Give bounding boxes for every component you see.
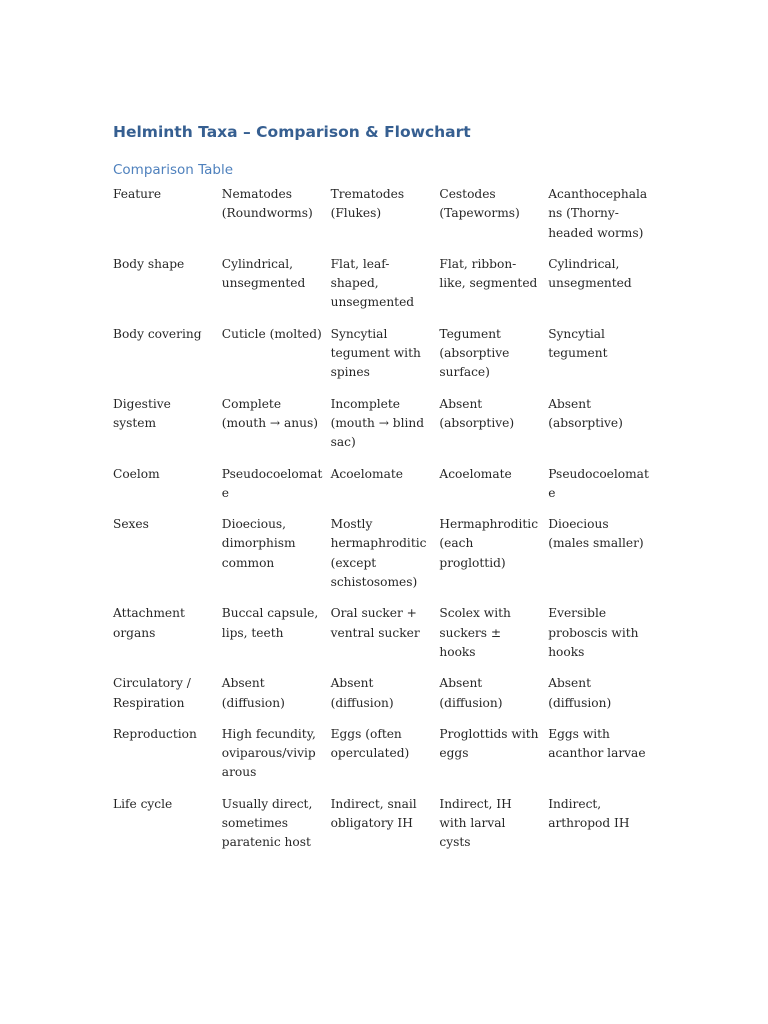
document-title: Helminth Taxa – Comparison & Flowchart (113, 123, 471, 141)
column-header-acanthocephalans: Acanthocephalans (Thorny-headed worms) (548, 187, 648, 240)
table-cell: Oral sucker + ventral sucker (330, 606, 420, 640)
table-cell: Hermaphroditic (each proglottid) (439, 517, 539, 570)
row-label: Body shape (113, 256, 185, 271)
table-cell: Absent (diffusion) (439, 676, 503, 710)
table-row (109, 674, 653, 725)
table-cell: Eggs with acanthor larvae (548, 726, 646, 761)
table-cell: Proglottids with eggs (439, 726, 539, 761)
table-cell: Indirect, IH with larval cysts (439, 796, 512, 850)
table-cell: Eggs (often operculated) (330, 726, 410, 761)
table-cell: Flat, leaf-shaped, unsegmented (330, 256, 415, 310)
table-cell: Acoelomate (330, 466, 403, 481)
table-cell: Mostly hermaphroditic (except schistosomes) (330, 517, 427, 590)
table-row (109, 725, 653, 795)
table-row (109, 395, 653, 465)
table-cell: Absent (diffusion) (330, 676, 394, 710)
table-cell: Flat, ribbon-like, segmented (439, 256, 538, 291)
table-row (109, 795, 653, 865)
table-cell: Absent (diffusion) (221, 676, 285, 710)
table-cell: Usually direct, sometimes paratenic host (221, 796, 313, 850)
column-header-nematodes: Nematodes (Roundworms) (221, 187, 313, 221)
table-row (109, 515, 653, 604)
table-cell: Cylindrical, unsegmented (221, 256, 306, 291)
table-cell: Indirect, arthropod IH (548, 796, 630, 831)
table-cell: Buccal capsule, lips, teeth (221, 606, 319, 640)
row-label: Coelom (113, 466, 160, 481)
table-cell: Dioecious (males smaller) (548, 517, 644, 551)
table-cell: Eversible proboscis with hooks (548, 606, 639, 659)
row-label: Sexes (113, 517, 149, 532)
table-cell: Pseudocoelomate (221, 466, 323, 500)
table-cell: Acoelomate (439, 466, 512, 481)
table-cell: Absent (absorptive) (548, 396, 623, 430)
row-label: Body covering (113, 326, 202, 341)
table-cell: Indirect, snail obligatory IH (330, 796, 417, 831)
table-cell: Incomplete (mouth → blind sac) (330, 396, 425, 450)
column-header-trematodes: Trematodes (Flukes) (330, 187, 405, 221)
section-heading: Comparison Table (113, 162, 234, 178)
row-label: Digestive system (113, 396, 171, 430)
table-cell: Absent (diffusion) (548, 676, 612, 710)
table-cell: Absent (absorptive) (439, 396, 515, 430)
column-header-cestodes: Cestodes (Tapeworms) (439, 187, 520, 221)
table-cell: Scolex with suckers ± hooks (439, 606, 511, 659)
table-cell: Pseudocoelomate (548, 466, 649, 500)
comparison-table (109, 185, 653, 865)
table-row (109, 325, 653, 395)
row-label: Life cycle (113, 796, 173, 811)
column-header-feature: Feature (113, 187, 162, 201)
table-cell: Cylindrical, unsegmented (548, 256, 632, 291)
table-cell: Cuticle (molted) (221, 326, 322, 341)
table-row (109, 465, 653, 516)
table-cell: Syncytial tegument with spines (330, 326, 421, 380)
row-label: Circulatory / Respiration (113, 676, 191, 710)
table-cell: Syncytial tegument (548, 326, 608, 361)
row-label: Reproduction (113, 726, 197, 741)
table-row (109, 255, 653, 325)
table-cell: Tegument (absorptive surface) (439, 326, 510, 380)
row-label: Attachment organs (113, 606, 185, 640)
table-cell: Dioecious, dimorphism common (221, 517, 296, 570)
table-cell: Complete (mouth → anus) (221, 396, 318, 430)
table-header-row (109, 185, 653, 255)
table-cell: High fecundity, oviparous/viviparous (221, 726, 316, 780)
table-row (109, 604, 653, 674)
